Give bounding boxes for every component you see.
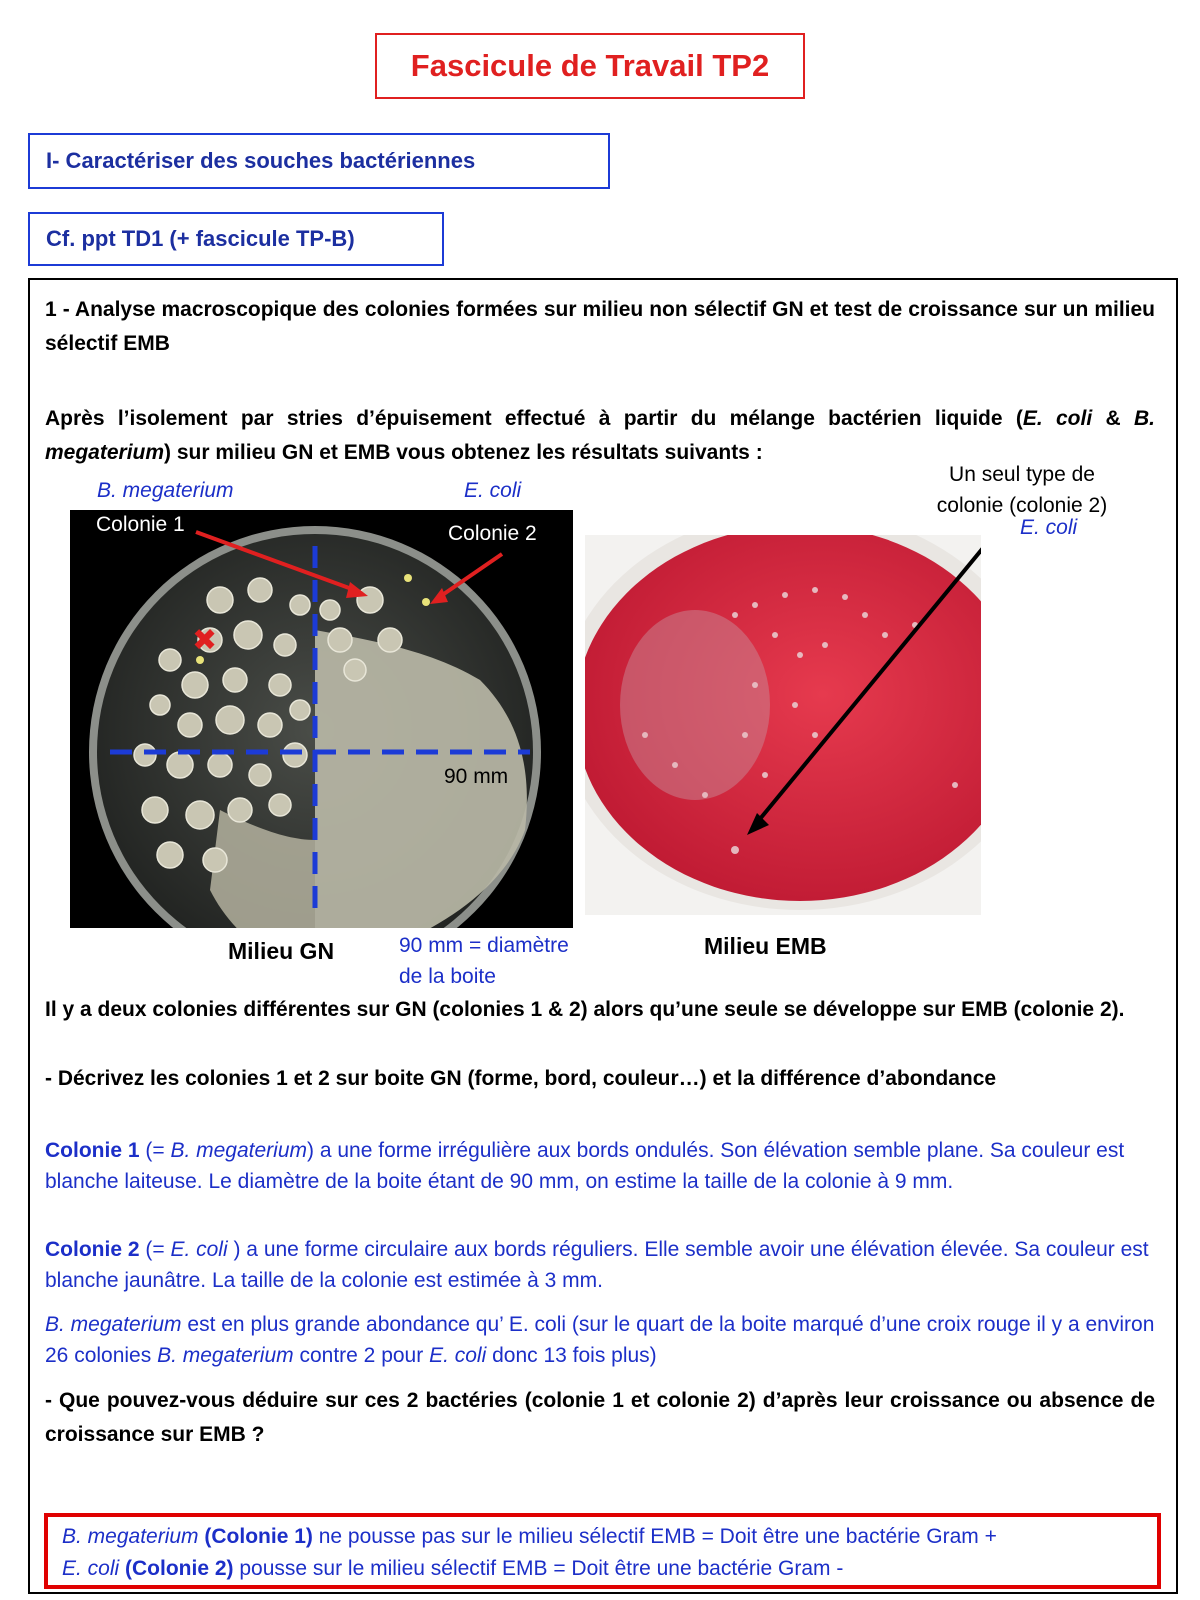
caption-emb: Milieu EMB <box>704 933 827 959</box>
gn-plate-svg <box>70 510 573 928</box>
red-cross-icon: ✖ <box>192 623 218 658</box>
emb-note-species: E. coli <box>1020 516 1078 539</box>
conclusion-line1-text: ne pousse pas sur le milieu sélectif EMB = Doit être une bactérie Gram + <box>312 1525 997 1548</box>
diameter-note-line1: 90 mm = diamètre <box>399 934 569 957</box>
diameter-note <box>399 930 569 992</box>
abundance-species2: B. megaterium <box>157 1344 294 1367</box>
part1-heading: 1 - Analyse macroscopique des colonies formées sur milieu non sélectif GN et test de croissance sur un milieu sélectif EMB <box>45 298 1155 355</box>
conclusion-line2-species: E. coli <box>62 1557 120 1580</box>
question-1: - Décrivez les colonies 1 et 2 sur boite GN (forme, bord, couleur…) et la différence d’abondance <box>45 1067 997 1090</box>
emb-plate-image <box>585 535 981 915</box>
section-heading <box>28 133 610 189</box>
abundance-text3: donc 13 fois plus) <box>486 1344 657 1367</box>
question-2: - Que pouvez-vous déduire sur ces 2 bactéries (colonie 1 et colonie 2) d’après leur croissance ou absence de croissance sur EMB ? <box>45 1389 1155 1446</box>
answer-colonie1-species: B. megaterium <box>170 1139 308 1162</box>
reference-box <box>28 212 444 266</box>
answer-colonie1 <box>45 1135 1155 1197</box>
answer-colonie2 <box>45 1234 1160 1296</box>
answer-colonie1-pre: (= <box>139 1139 171 1162</box>
conclusion-line1 <box>62 1521 1143 1553</box>
emb-note-line1: Un seul type de <box>949 463 1095 486</box>
answer-colonie1-label: Colonie 1 <box>45 1139 140 1162</box>
abundance-text <box>45 1309 1155 1371</box>
label-b-megaterium: B. megaterium <box>97 479 234 502</box>
observation-text: Il y a deux colonies différentes sur GN (colonies 1 & 2) alors qu’une seule se développe sur EMB (colonie 2). <box>45 998 1125 1021</box>
abundance-text2: contre 2 pour <box>293 1344 430 1367</box>
intro-species-bmeg: B. megaterium <box>45 407 1155 464</box>
abundance-text1: est en plus grande abondance qu’ E. coli (sur le quart de la boite marqué d’une croix rouge il y a environ 26 colonies <box>45 1313 1155 1367</box>
conclusion-line1-species: B. megaterium <box>62 1525 199 1548</box>
intro-text-a: Après l’isolement par stries d’épuisement effectué à partir du mélange bactérien liquide ( <box>45 407 1023 430</box>
conclusion-line2 <box>62 1553 1143 1585</box>
answer-colonie2-pre: (= <box>139 1238 171 1261</box>
conclusion-line2-label: (Colonie 2) <box>119 1557 234 1580</box>
page-title: Fascicule de Travail TP2 <box>375 33 805 99</box>
abundance-species1: B. megaterium <box>45 1313 182 1336</box>
caption-gn: Milieu GN <box>228 938 335 964</box>
abundance-species3: E. coli <box>429 1344 487 1367</box>
intro-species-ecoli: E. coli <box>1022 407 1093 430</box>
label-colonie1: Colonie 1 <box>96 513 185 536</box>
answer-colonie1-text: ) a une forme irrégulière aux bords ondulés. Son élévation semble plane. Sa couleur est blanche laiteuse. Le diamètre de la boite étant de 90 mm, on estime la taille de la colonie à 9 mm. <box>45 1139 1125 1193</box>
reference-text: Cf. ppt TD1 (+ fascicule TP-B) <box>46 226 355 251</box>
label-colonie2: Colonie 2 <box>448 522 537 545</box>
label-measure: 90 mm <box>444 765 509 788</box>
emb-plate-svg <box>585 535 981 915</box>
intro-text-e: ) sur milieu GN et EMB vous obtenez les résultats suivants : <box>164 441 763 464</box>
intro-text-c: & <box>1092 407 1134 430</box>
diameter-note-line2: de la boite <box>399 965 496 988</box>
emb-note <box>924 459 1120 521</box>
conclusion-line1-label: (Colonie 1) <box>198 1525 313 1548</box>
section-heading-text: I- Caractériser des souches bactériennes <box>46 148 476 173</box>
emb-note-line2: colonie (colonie 2) <box>936 494 1108 517</box>
label-e-coli: E. coli <box>464 479 522 502</box>
conclusion-line2-text: pousse sur le milieu sélectif EMB = Doit être une bactérie Gram - <box>233 1557 844 1580</box>
answer-colonie2-text: ) a une forme circulaire aux bords réguliers. Elle semble avoir une élévation élevée. Sa couleur est blanche jaunâtre. La taille de la colonie est estimée à 3 mm. <box>45 1238 1149 1292</box>
answer-colonie2-species: E. coli <box>170 1238 228 1261</box>
answer-colonie2-label: Colonie 2 <box>45 1238 140 1261</box>
conclusion-box <box>44 1513 1161 1589</box>
gn-plate-image <box>70 510 573 928</box>
